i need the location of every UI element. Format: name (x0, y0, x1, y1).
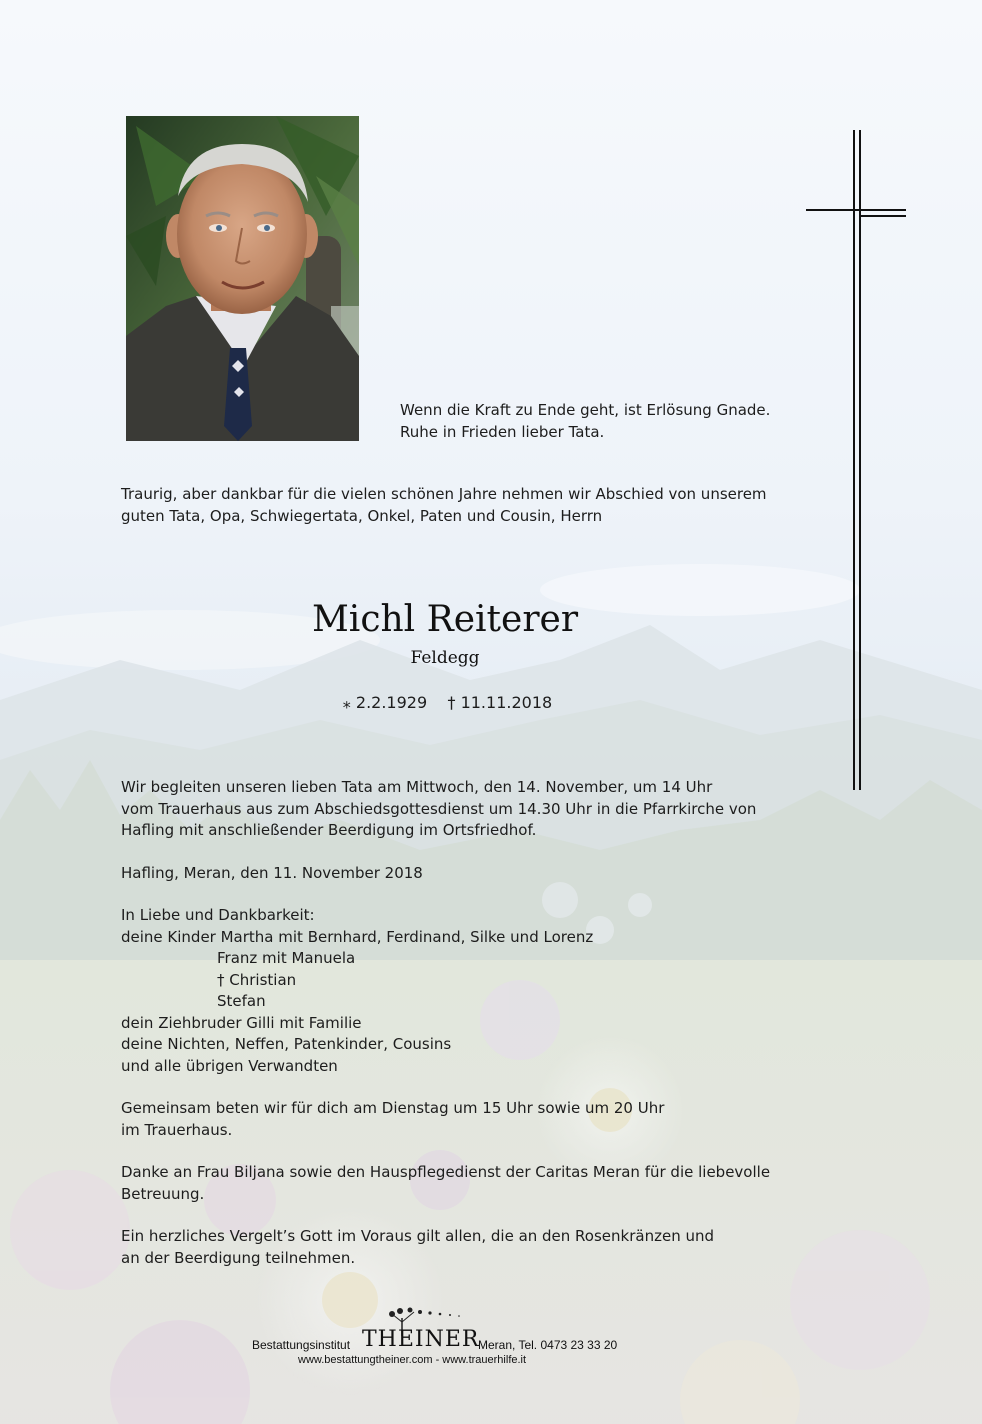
funeral-paragraph (121, 777, 770, 842)
footer-label: Bestattungsinstitut (252, 1338, 351, 1352)
cross-symbol (804, 128, 910, 794)
intro-line: Traurig, aber dankbar für die vielen schönen Jahre nehmen wir Abschied von unserem (121, 485, 767, 503)
footer-brand: THEINER (362, 1327, 480, 1352)
thanks-all-line: an der Beerdigung teilnehmen. (121, 1248, 356, 1267)
thanks-care-line: Danke an Frau Biljana sowie den Hauspflegedienst der Caritas Meran für die liebevolle (121, 1163, 771, 1181)
mourners-child: † Christian (217, 970, 297, 989)
mourners-paragraph (121, 905, 770, 1077)
life-dates (340, 692, 555, 714)
mourners-child: Stefan (217, 992, 266, 1010)
birth-date: ⁎ 2.2.1929 (342, 693, 428, 712)
mourners-other: und alle übrigen Verwandten (121, 1056, 338, 1075)
funeral-line: Wir begleiten unseren lieben Tata am Mittwoch, den 14. November, um 14 Uhr (121, 778, 713, 796)
intro-line: guten Tata, Opa, Schwiegertata, Onkel, Paten und Cousin, Herrn (121, 506, 603, 525)
funeral-line: Hafling mit anschließender Beerdigung im Ortsfriedhof. (121, 821, 537, 839)
quote-line: Ruhe in Frieden lieber Tata. (400, 422, 605, 441)
death-date: † 11.11.2018 (447, 693, 553, 712)
thanks-care-line: Betreuung. (121, 1184, 205, 1203)
mourners-child: Franz mit Manuela (217, 949, 356, 967)
thanks-care-paragraph (121, 1162, 770, 1205)
place-date: Hafling, Meran, den 11. November 2018 (121, 863, 423, 882)
prayer-line: im Trauerhaus. (121, 1120, 233, 1139)
deceased-place: Feldegg (410, 648, 480, 668)
prayer-line: Gemeinsam beten wir für dich am Dienstag um 15 Uhr sowie um 20 Uhr (121, 1099, 665, 1117)
intro-text (121, 484, 767, 527)
mourners-other: dein Ziehbruder Gilli mit Familie (121, 1013, 362, 1032)
footer-web: www.bestattungtheiner.com - www.trauerhilfe.it (298, 1354, 527, 1366)
place-date-paragraph (121, 863, 770, 885)
thanks-all-paragraph (121, 1226, 770, 1269)
mourners-heading: In Liebe und Dankbarkeit: (121, 906, 315, 924)
deceased-name: Michl Reiterer (311, 599, 579, 640)
portrait-photo (126, 116, 359, 441)
mourners-children: deine Kinder Martha mit Bernhard, Ferdinand, Silke und Lorenz (121, 927, 594, 946)
thanks-all-line: Ein herzliches Vergelt’s Gott im Voraus gilt allen, die an den Rosenkränzen und (121, 1227, 714, 1245)
quote-block (400, 400, 770, 443)
mourners-other: deine Nichten, Neffen, Patenkinder, Cousins (121, 1035, 452, 1053)
quote-line: Wenn die Kraft zu Ende geht, ist Erlösung Gnade. (400, 401, 771, 419)
main-text (121, 777, 770, 1269)
footer-contact: Meran, Tel. 0473 23 33 20 (478, 1338, 618, 1352)
prayer-paragraph (121, 1098, 770, 1141)
funeral-line: vom Trauerhaus aus zum Abschiedsgottesdienst um 14.30 Uhr in die Pfarrkirche von (121, 799, 757, 818)
